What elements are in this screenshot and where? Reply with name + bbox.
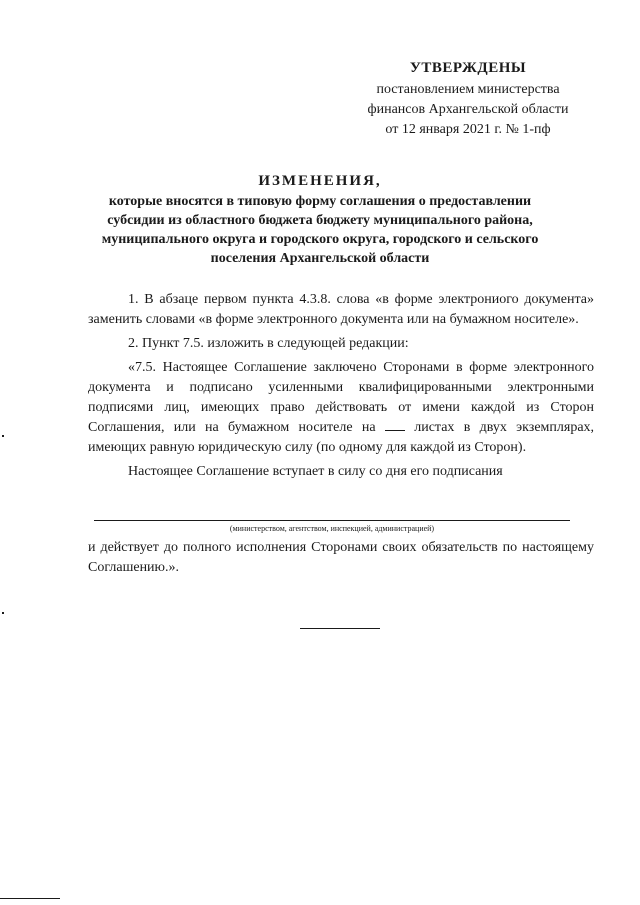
paragraph-3	[88, 358, 594, 458]
approval-heading: УТВЕРЖДЕНЫ	[409, 60, 527, 76]
paragraph-4-continuation: и действует до полного исполнения Сторонами своих обязательств по настоящему Соглашению.».	[88, 540, 594, 575]
fill-in-caption: (министерством, агентством, инспекцией, администрацией)	[229, 524, 435, 533]
scan-artifact-left	[2, 435, 4, 437]
document-title	[90, 172, 550, 268]
approval-line-2: финансов Архангельской области	[367, 102, 569, 117]
end-separator	[300, 628, 380, 629]
paragraph-2: 2. Пункт 7.5. изложить в следующей редакции:	[128, 336, 409, 351]
title-main: ИЗМЕНЕНИЯ,	[258, 173, 382, 189]
paragraph-4: Настоящее Соглашение вступает в силу со дня его подписания	[128, 464, 503, 479]
sheet-count-blank	[385, 418, 405, 431]
paragraph-1: 1. В абзаце первом пункта 4.3.8. слова «в форме электрониого документа» заменить словами «в форме электронного документа или на бумажном носителе».	[88, 292, 594, 327]
approval-block	[340, 58, 596, 140]
paragraph-3-start: «7.5. Настоящее Соглашение заключено Сторонами в форме электронного документа и подписано усиленными квалифицированными электронными подписями лиц, имеющих право действовать от имени каждой из Сторон Соглашения, или на бумажном носителе на	[88, 360, 594, 435]
title-subtitle: которые вносятся в типовую форму соглашения о предоставлении субсидии из областного бюджета бюджету муниципального района, муниципального округа и городского округа, городского и сельского поселения Архангельской области	[101, 194, 539, 266]
scan-artifact-bottom	[0, 898, 60, 899]
approval-line-1: постановлением министерства	[376, 82, 560, 97]
document-body	[88, 290, 594, 486]
fill-in-line	[94, 520, 570, 521]
scan-artifact-left-2	[2, 612, 4, 614]
approval-line-3: от 12 января 2021 г. № 1-пф	[385, 122, 551, 137]
paragraph-3-end: листах в двух экземплярах, имеющих равную юридическую силу (по одному для каждой из Сторон).	[88, 420, 595, 455]
